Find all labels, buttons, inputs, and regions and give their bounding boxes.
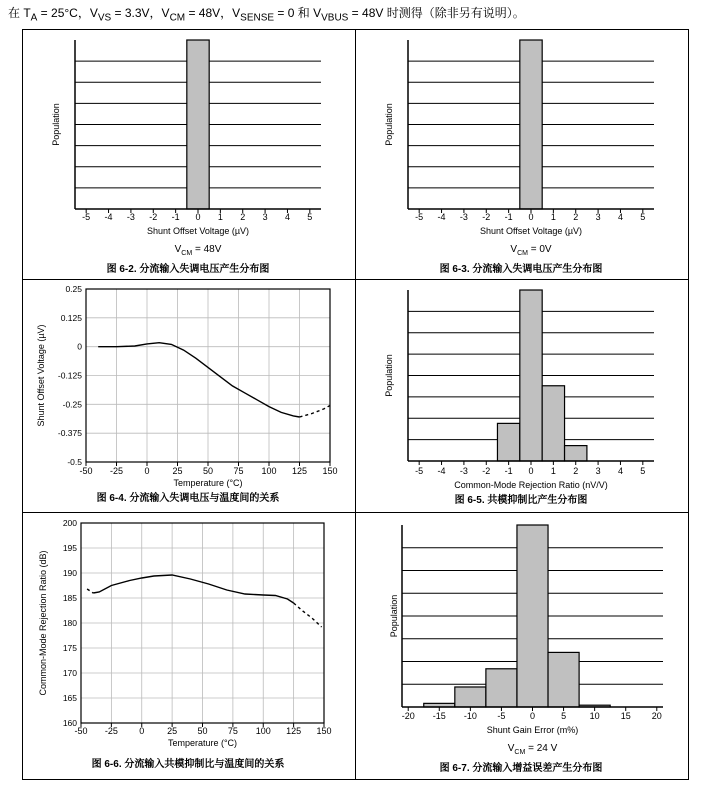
x-axis-label: Common-Mode Rejection Ratio (nV/V) (454, 480, 608, 490)
figure-cell-6-2 (22, 29, 355, 279)
grid-border-right (688, 29, 689, 780)
x-tick-label: -25 (109, 466, 124, 476)
condition-note-sub: CM (181, 250, 193, 257)
y-tick-label: -0.25 (62, 399, 82, 410)
x-tick-label: 150 (316, 726, 332, 736)
header-text-3: = 3.3V，V (111, 6, 170, 20)
header-sub-4: SENSE (240, 12, 275, 24)
x-tick-label: -5 (415, 466, 424, 476)
histogram-bar (455, 687, 486, 707)
x-tick-label: 5 (640, 212, 646, 222)
figure-caption: 图 6-5. 共模抑制比产生分布图 (454, 495, 588, 506)
figure-caption: 图 6-7. 分流输入增益误差产生分布图 (439, 763, 603, 774)
x-tick-label: 25 (167, 726, 178, 736)
series-line-extrapolated-low (87, 589, 93, 593)
figure-caption: 图 6-6. 分流输入共模抑制比与温度间的关系 (91, 759, 285, 770)
x-tick-label: 1 (550, 212, 556, 222)
y-axis-label: Common-Mode Rejection Ratio (dB) (38, 550, 48, 696)
figure-caption: 图 6-3. 分流输入失调电压产生分布图 (439, 264, 603, 275)
x-tick-label: 1 (217, 212, 223, 222)
condition-note-suffix: = 48V (192, 244, 222, 255)
x-tick-label: 10 (589, 711, 600, 721)
header-sub-3: CM (169, 12, 186, 24)
x-tick-label: 2 (240, 212, 246, 222)
condition-note (508, 743, 558, 756)
x-tick-label: -5 (82, 212, 91, 222)
x-tick-label: 20 (651, 711, 662, 721)
y-tick-label: 0.25 (65, 284, 82, 294)
condition-note-sub: CM (514, 749, 526, 756)
y-axis-label: Population (51, 103, 61, 146)
y-tick-label: 0.125 (60, 312, 82, 323)
x-tick-label: -50 (74, 726, 88, 736)
x-tick-label: 100 (255, 726, 271, 736)
x-tick-label: -4 (437, 212, 446, 222)
x-tick-label: -1 (171, 212, 180, 222)
x-tick-label: 4 (617, 212, 623, 222)
chart-cmrr-vs-temp (22, 512, 355, 779)
histogram-bar (486, 669, 517, 707)
x-tick-label: -2 (149, 212, 158, 222)
x-tick-label: 1 (550, 466, 556, 476)
condition-note-prefix: V (174, 244, 182, 255)
x-tick-label: -3 (459, 466, 468, 476)
x-tick-label: 150 (322, 466, 338, 476)
x-tick-label: -2 (482, 212, 491, 222)
x-tick-label: -1 (504, 466, 513, 476)
x-tick-label: -20 (401, 711, 415, 721)
x-tick-label: 0 (528, 466, 534, 476)
condition-note-suffix: = 24 V (525, 743, 558, 754)
chart-gain-error-distribution (355, 512, 688, 779)
x-tick-label: 3 (595, 212, 601, 222)
y-tick-label: 0 (77, 341, 82, 352)
x-tick-label: 0 (528, 212, 534, 222)
x-tick-label: 75 (233, 466, 244, 476)
header-text-1: 在 T (8, 6, 31, 20)
figure-cell-6-5 (355, 279, 688, 512)
x-tick-label: 50 (202, 466, 214, 476)
x-tick-label: -5 (497, 711, 506, 721)
y-tick-label: -0.5 (67, 457, 82, 467)
y-axis-label: Population (384, 354, 394, 397)
x-tick-label: 0 (139, 726, 145, 736)
histogram-bar (187, 40, 209, 209)
histogram-bar (520, 40, 542, 209)
condition-note (175, 244, 222, 257)
grid-border-bottom (22, 779, 689, 780)
histogram-bar (520, 290, 542, 461)
y-axis-label: Population (389, 594, 399, 638)
y-tick-label: 170 (62, 668, 77, 678)
x-tick-label: -1 (504, 212, 513, 222)
x-tick-label: -3 (126, 212, 135, 222)
x-tick-label: 125 (286, 726, 302, 736)
y-tick-label: 185 (62, 593, 77, 603)
x-tick-label: -10 (463, 711, 477, 721)
y-tick-label: 180 (62, 618, 77, 628)
histogram-bar (542, 386, 564, 461)
x-axis-label: Shunt Gain Error (m%) (486, 725, 579, 735)
header-text-4: = 48V，V (185, 6, 241, 20)
figure-cell-6-3 (355, 29, 688, 279)
y-tick-label: 190 (62, 568, 77, 578)
x-tick-label: -4 (104, 212, 113, 222)
header-text-5: = 0 和 V (274, 6, 322, 20)
x-tick-label: 2 (573, 212, 579, 222)
header-text-2: = 25°C，V (37, 6, 98, 20)
x-tick-label: 75 (227, 726, 238, 736)
chart-shunt-offset-48v (22, 29, 355, 279)
y-axis-label: Population (384, 103, 394, 146)
x-tick-label: 0 (144, 466, 150, 476)
x-tick-label: 25 (172, 466, 183, 476)
histogram-bar (565, 446, 587, 461)
x-tick-label: 4 (617, 466, 623, 476)
figure-cell-6-4 (22, 279, 355, 512)
x-axis-label: Temperature (°C) (173, 478, 243, 488)
condition-note-suffix: = 0V (527, 244, 552, 255)
chart-cmrr-distribution (355, 279, 688, 512)
x-tick-label: -2 (482, 466, 491, 476)
series-line-extrapolated-high (294, 603, 322, 627)
y-tick-label: -0.375 (57, 428, 82, 439)
x-tick-label: 5 (640, 466, 646, 476)
series-line-extrapolated (300, 406, 331, 418)
x-tick-label: 2 (573, 466, 579, 476)
x-tick-label: 3 (595, 466, 601, 476)
y-tick-label: 175 (62, 643, 77, 653)
histogram-bar (517, 525, 548, 707)
condition-note-prefix: V (507, 743, 515, 754)
x-tick-label: 5 (307, 212, 313, 222)
x-tick-label: -50 (79, 466, 93, 476)
x-axis-label: Temperature (°C) (167, 738, 238, 748)
header-text-6: = 48V 时测得（除非另有说明）。 (348, 6, 525, 20)
condition-note-prefix: V (510, 244, 518, 255)
histogram-bar (548, 652, 579, 707)
x-tick-label: 0 (195, 212, 201, 222)
x-tick-label: 0 (529, 711, 536, 721)
x-tick-label: 100 (261, 466, 277, 476)
header-sub-5: VBUS (321, 12, 349, 24)
condition-note (510, 244, 552, 257)
histogram-bar (497, 423, 519, 461)
x-tick-label: 4 (284, 212, 290, 222)
x-tick-label: -3 (459, 212, 468, 222)
y-tick-label: -0.125 (57, 370, 82, 381)
condition-note-sub: CM (517, 250, 528, 257)
chart-offset-vs-temp (22, 279, 355, 512)
x-tick-label: 15 (620, 711, 631, 721)
y-tick-label: 195 (62, 543, 77, 553)
x-axis-label: Shunt Offset Voltage (µV) (146, 226, 250, 236)
y-tick-label: 165 (62, 693, 77, 703)
x-tick-label: 50 (197, 726, 208, 736)
x-axis-label: Shunt Offset Voltage (µV) (479, 226, 583, 236)
x-tick-label: -5 (415, 212, 424, 222)
x-tick-label: 125 (291, 466, 308, 476)
chart-shunt-offset-0v (355, 29, 688, 279)
x-tick-label: -15 (432, 711, 446, 721)
x-tick-label: -4 (437, 466, 446, 476)
conditions-header (8, 4, 525, 23)
header-sub-1: A (30, 12, 38, 24)
figure-grid (22, 29, 689, 780)
x-tick-label: 3 (262, 212, 268, 222)
x-tick-label: 5 (561, 711, 567, 721)
y-tick-label: 200 (62, 518, 77, 528)
figure-cell-6-7 (355, 512, 688, 779)
figure-caption: 图 6-4. 分流输入失调电压与温度间的关系 (96, 493, 280, 504)
header-sub-2: VS (97, 12, 112, 24)
y-axis-label: Shunt Offset Voltage (µV) (36, 324, 46, 427)
figure-caption: 图 6-2. 分流输入失调电压产生分布图 (106, 264, 270, 275)
x-tick-label: -25 (104, 726, 118, 736)
figure-cell-6-6 (22, 512, 355, 779)
y-tick-label: 160 (62, 718, 77, 728)
